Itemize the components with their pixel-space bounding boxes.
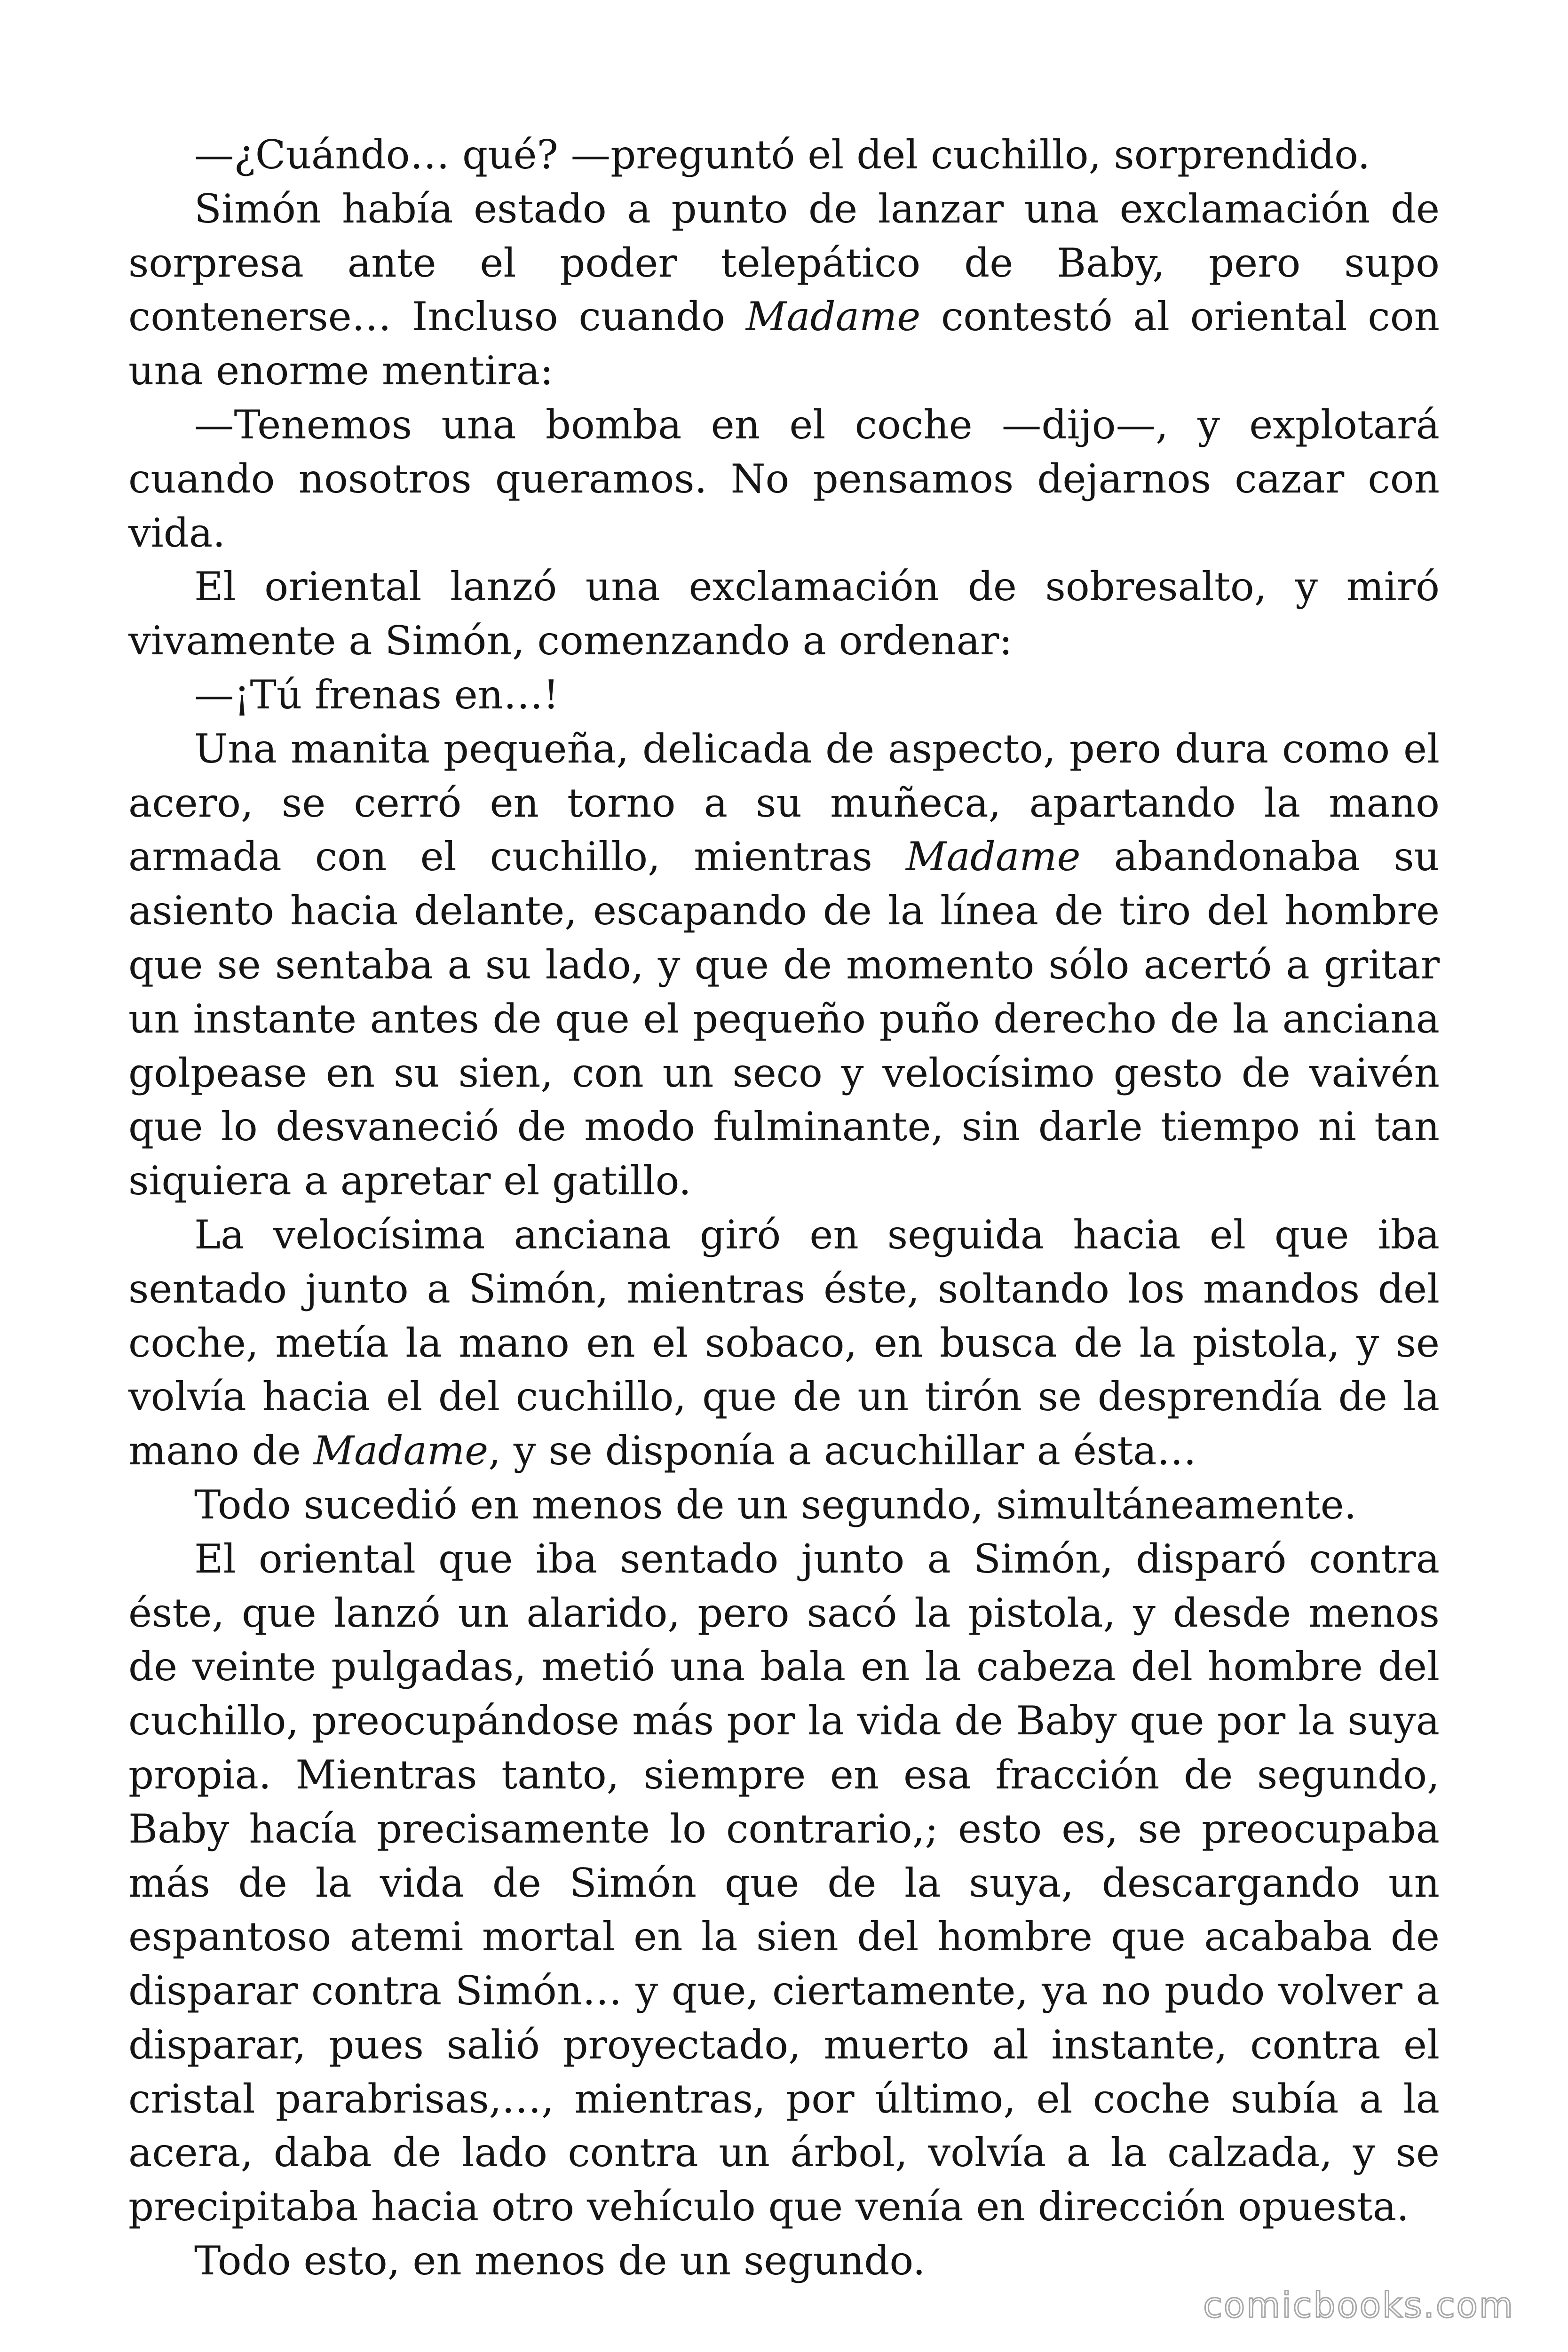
paragraph-text: Simón había estado a punto de lanzar una exclamación de sorpresa ante el poder telepático de Baby, pero supo contenerse… Incluso cuando (128, 185, 1440, 340)
paragraph-text: , y se disponía a acuchillar a ésta… (488, 1428, 1197, 1474)
emphasis-text: Madame (313, 1428, 489, 1474)
paragraph-text: —¿Cuándo… qué? —preguntó el del cuchillo, sorprendido. (194, 132, 1370, 178)
paragraph-text: contestó al oriental con una enorme mentira: (128, 294, 1440, 394)
body-paragraph (128, 1208, 1440, 1478)
paragraph-text: abandonaba su asiento hacia delante, escapando de la línea de tiro del hombre que se sentaba a su lado, y que de momento sólo acertó a gritar un instante antes de que el pequeño puño derecho de la anciana golpease en su sien, con un seco y velocísimo gesto de vaivén que lo desvaneció de modo fulminante, sin darle tiempo ni tan siquiera a apretar el gatillo. (128, 834, 1440, 1204)
body-paragraph (128, 560, 1440, 668)
paragraph-text: —¡Tú frenas en…! (194, 671, 559, 718)
watermark: comicbooks.com (1203, 2285, 1514, 2326)
paragraph-text: Una manita pequeña, delicada de aspecto, pero dura como el acero, se cerró en torno a su muñeca, apartando la mano armada con el cuchillo, mientras (128, 725, 1440, 880)
paragraph-text: El oriental lanzó una exclamación de sobresalto, y miró vivamente a Simón, comenzando a ordenar: (128, 564, 1440, 664)
body-paragraph (128, 2234, 1440, 2288)
body-paragraph (128, 1532, 1440, 2234)
emphasis-text: Madame (905, 834, 1081, 880)
paragraph-text: Todo sucedió en menos de un segundo, simultáneamente. (194, 1481, 1357, 1528)
body-paragraph (128, 128, 1440, 182)
paragraph-text: El oriental que iba sentado junto a Simón, disparó contra éste, que lanzó un alarido, pero sacó la pistola, y desde menos de veinte pulgadas, metió una bala en la cabeza del hombre del cuchillo, preocupándose más por la vida de Baby que por la suya propia. Mientras tanto, siempre en esa fracción de segundo, Baby hacía precisamente lo contrario,; esto es, se preocupaba más de la vida de Simón que de la suya, descargando un espantoso atemi mortal en la sien del hombre que acababa de disparar contra Simón… y que, ciertamente, ya no pudo volver a disparar, pues salió proyectado, muerto al instante, contra el cristal parabrisas,…, mientras, por último, el coche subía a la acera, daba de lado contra un árbol, volvía a la calzada, y se precipitaba hacia otro vehículo que venía en dirección opuesta. (128, 1535, 1440, 2230)
paragraph-text: —Tenemos una bomba en el coche —dijo—, y explotará cuando nosotros queramos. No pensamos dejarnos cazar con vida. (128, 401, 1440, 556)
body-paragraph (128, 398, 1440, 560)
body-paragraph (128, 1478, 1440, 1532)
emphasis-text: Madame (745, 294, 921, 340)
body-paragraph (128, 182, 1440, 398)
body-paragraph (128, 668, 1440, 722)
page-body (128, 128, 1440, 2288)
paragraph-text: La velocísima anciana giró en seguida hacia el que iba sentado junto a Simón, mientras éste, soltando los mandos del coche, metía la mano en el sobaco, en busca de la pistola, y se volvía hacia el del cuchillo, que de un tirón se desprendía de la mano de (128, 1211, 1440, 1474)
paragraph-text: Todo esto, en menos de un segundo. (194, 2238, 926, 2284)
body-paragraph (128, 722, 1440, 1208)
